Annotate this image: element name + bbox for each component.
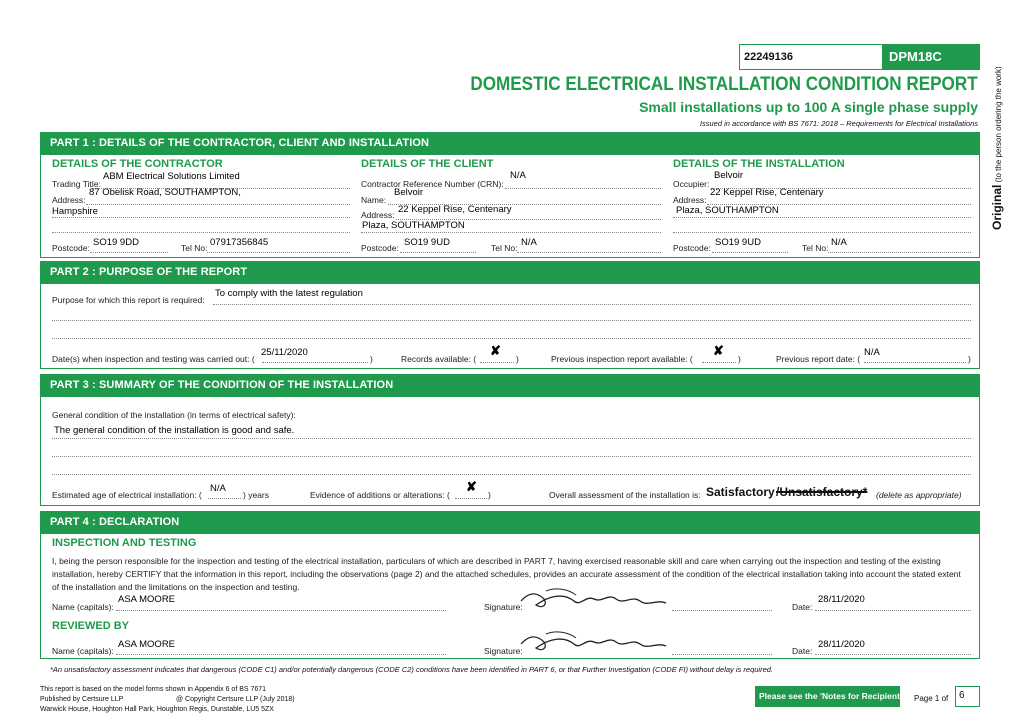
installation-postcode[interactable]: SO19 9UD	[715, 237, 761, 248]
client-tel-line	[517, 252, 661, 253]
additions-close: )	[488, 490, 491, 500]
declaration-text: I, being the person responsible for the inspection and testing of the electrical installation, particulars of which are described in PART 7, having exercised reasonable skill and care when carrying out the inspection and testing of the existing installation, hereby CERTIFY that the information in this report, including the observations (page 2) and the attached schedules, provides an accurate assessment of the condition of the electrical installation taking into account the stated extent of the installation and the limitations on the inspection and testing.	[52, 556, 961, 592]
contractor-postcode[interactable]: SO19 9DD	[93, 237, 139, 248]
contractor-heading: DETAILS OF THE CONTRACTOR	[52, 158, 223, 170]
client-name[interactable]: Belvoir	[394, 187, 424, 198]
reviewer-date[interactable]: 28/11/2020	[818, 639, 865, 650]
purpose-label: Purpose for which this report is required:	[52, 295, 205, 305]
contractor-address-line1[interactable]: 87 Obelisk Road, SOUTHAMPTON,	[89, 187, 241, 198]
installation-address-line2[interactable]: Plaza, SOUTHAMPTON	[676, 205, 779, 216]
general-value[interactable]: The general condition of the installation is good and safe.	[54, 425, 295, 436]
additions-mark[interactable]: ✘	[466, 479, 477, 494]
client-address-line-2	[361, 232, 661, 233]
publisher-address: Warwick House, Houghton Hall Park, Houghton Regis, Dunstable, LU5 5ZX	[40, 706, 274, 713]
reviewer-signature-line	[672, 654, 772, 655]
prev-date-value[interactable]: N/A	[864, 347, 880, 358]
side-label	[990, 30, 1004, 230]
part1-title: PART 1 : DETAILS OF THE CONTRACTOR, CLIENT AND INSTALLATION	[40, 132, 980, 154]
age-label: Estimated age of electrical installation: (	[52, 490, 202, 500]
client-postcode[interactable]: SO19 9UD	[404, 237, 450, 248]
reviewed-heading: REVIEWED BY	[52, 620, 130, 632]
serial-number: 22249136	[744, 51, 793, 63]
installation-tel-line	[828, 252, 971, 253]
installation-postcode-label: Postcode:	[673, 243, 711, 253]
client-address-label: Address:	[361, 210, 395, 220]
reviewer-name-label: Name (capitals):	[52, 646, 114, 656]
prev-date-label: Previous report date: (	[776, 354, 861, 364]
dates-label: Date(s) when inspection and testing was carried out: (	[52, 354, 255, 364]
inspector-date[interactable]: 28/11/2020	[818, 594, 865, 605]
overall-label: Overall assessment of the installation is:	[549, 490, 701, 500]
reviewer-signature[interactable]	[516, 628, 676, 656]
records-close: )	[516, 354, 519, 364]
contractor-postcode-label: Postcode:	[52, 243, 90, 253]
age-value[interactable]: N/A	[210, 483, 226, 494]
inspector-signature-label: Signature:	[484, 602, 523, 612]
contractor-tel-label: Tel No:	[181, 243, 208, 253]
inspector-signature-line	[672, 610, 772, 611]
copyright: @ Copyright Certsure LLP (July 2018)	[176, 696, 295, 703]
crn-label: Contractor Reference Number (CRN):	[361, 179, 504, 189]
contractor-address-line	[86, 204, 350, 205]
reviewer-name-line	[116, 654, 446, 655]
installation-address-line1[interactable]: 22 Keppel Rise, Centenary	[710, 187, 824, 198]
installation-tel-label: Tel No:	[802, 243, 829, 253]
client-address-line1[interactable]: 22 Keppel Rise, Centenary	[398, 204, 512, 215]
overall-note: (delete as appropriate)	[876, 490, 962, 500]
general-label: General condition of the installation (in terms of electrical safety):	[52, 410, 296, 420]
prev-date-close: )	[968, 354, 971, 364]
installation-address-label: Address:	[673, 195, 707, 205]
general-line-2	[52, 456, 971, 457]
records-mark[interactable]: ✘	[490, 343, 501, 358]
general-line-3	[52, 474, 971, 475]
serial-box	[739, 44, 883, 70]
installation-heading: DETAILS OF THE INSTALLATION	[673, 158, 845, 170]
page-title: DOMESTIC ELECTRICAL INSTALLATION CONDITION REPORT	[470, 74, 978, 95]
records-label: Records available: (	[401, 354, 477, 364]
purpose-value[interactable]: To comply with the latest regulation	[215, 288, 363, 299]
inspection-heading: INSPECTION AND TESTING	[52, 537, 197, 549]
page-label: Page 1 of	[914, 694, 949, 703]
page-subtitle: Small installations up to 100 A single phase supply	[639, 99, 978, 115]
client-postcode-line	[400, 252, 476, 253]
occupier-value[interactable]: Belvoir	[714, 170, 744, 181]
reviewer-date-line	[815, 654, 971, 655]
age-unit: ) years	[243, 490, 269, 500]
form-code: DPM18C	[889, 49, 942, 64]
records-line	[480, 362, 514, 363]
inspector-name-line	[116, 610, 446, 611]
reviewer-date-label: Date:	[792, 646, 813, 656]
inspector-date-line	[815, 610, 971, 611]
prev-date-line	[864, 362, 966, 363]
prev-report-close: )	[738, 354, 741, 364]
contractor-address-line-2	[52, 217, 350, 218]
additions-label: Evidence of additions or alterations: (	[310, 490, 450, 500]
dates-close: )	[370, 354, 373, 364]
side-label-bold: Original	[990, 184, 1004, 230]
part2-title: PART 2 : PURPOSE OF THE REPORT	[40, 261, 980, 283]
overall-unsatisfactory-text: /Unsatisfactory*	[776, 485, 868, 499]
age-line	[208, 498, 241, 499]
reviewer-name[interactable]: ASA MOORE	[118, 639, 176, 650]
contractor-tel[interactable]: 07917356845	[210, 237, 269, 248]
prev-report-line	[702, 362, 736, 363]
contractor-tel-line	[207, 252, 350, 253]
client-name-label: Name:	[361, 195, 387, 205]
inspector-name[interactable]: ASA MOORE	[118, 594, 176, 605]
contractor-address-line2[interactable]: Hampshire	[52, 206, 98, 217]
unsatisfactory-note: *An unsatisfactory assessment indicates that dangerous (CODE C1) and/or potentially dangerous (CODE C2) conditions have been identified in PART 6, or that Further Investigation (CODE FI) without delay is required.	[50, 665, 773, 674]
overall-unsatisfactory[interactable]	[776, 485, 867, 499]
notes-for-recipient-button[interactable]	[755, 686, 900, 707]
inspector-signature[interactable]	[516, 585, 676, 613]
crn-line	[505, 188, 661, 189]
crn-value[interactable]: N/A	[510, 170, 526, 181]
occupier-label: Occupier:	[673, 179, 710, 189]
based-on: This report is based on the model forms shown in Appendix 6 of BS 7671	[40, 686, 267, 693]
reviewer-signature-label: Signature:	[484, 646, 523, 656]
installation-address-line-2	[673, 217, 971, 218]
contractor-address-line-3	[52, 232, 350, 233]
issued-note: Issued in accordance with BS 7671: 2018 – Requirements for Electrical Installations	[699, 119, 978, 128]
page-total-box	[955, 686, 980, 707]
dates-value[interactable]: 25/11/2020	[261, 347, 308, 358]
inspector-name-label: Name (capitals):	[52, 602, 114, 612]
client-address-line2[interactable]: Plaza, SOUTHAMPTON	[362, 220, 465, 231]
side-label-rest: (to the person ordering the work)	[994, 66, 1003, 183]
published-by: Published by Certsure LLP	[40, 696, 124, 703]
inspector-date-label: Date:	[792, 602, 813, 612]
contractor-address-label: Address:	[52, 195, 86, 205]
trading-title-label: Trading Title:	[52, 179, 101, 189]
overall-satisfactory[interactable]: Satisfactory	[706, 485, 775, 499]
general-line	[52, 438, 971, 439]
client-tel-label: Tel No:	[491, 243, 518, 253]
trading-title-value[interactable]: ABM Electrical Solutions Limited	[103, 171, 240, 182]
purpose-line-2	[52, 320, 971, 321]
notes-for-recipient-label: Please see the 'Notes for Recipient'	[759, 691, 902, 701]
installation-postcode-line	[712, 252, 788, 253]
purpose-line	[213, 304, 971, 305]
installation-address-line-3	[673, 232, 971, 233]
prev-report-mark[interactable]: ✘	[713, 343, 724, 358]
page-total: 6	[959, 690, 965, 701]
client-heading: DETAILS OF THE CLIENT	[361, 158, 494, 170]
installation-tel[interactable]: N/A	[831, 237, 847, 248]
contractor-postcode-line	[90, 252, 168, 253]
additions-line	[455, 498, 487, 499]
part3-title: PART 3 : SUMMARY OF THE CONDITION OF THE INSTALLATION	[40, 374, 980, 396]
client-tel[interactable]: N/A	[521, 237, 537, 248]
prev-report-label: Previous inspection report available: (	[551, 354, 693, 364]
purpose-line-3	[52, 338, 971, 339]
form-code-box	[883, 44, 980, 70]
client-postcode-label: Postcode:	[361, 243, 399, 253]
dates-line	[262, 362, 368, 363]
part4-title: PART 4 : DECLARATION	[40, 511, 980, 533]
